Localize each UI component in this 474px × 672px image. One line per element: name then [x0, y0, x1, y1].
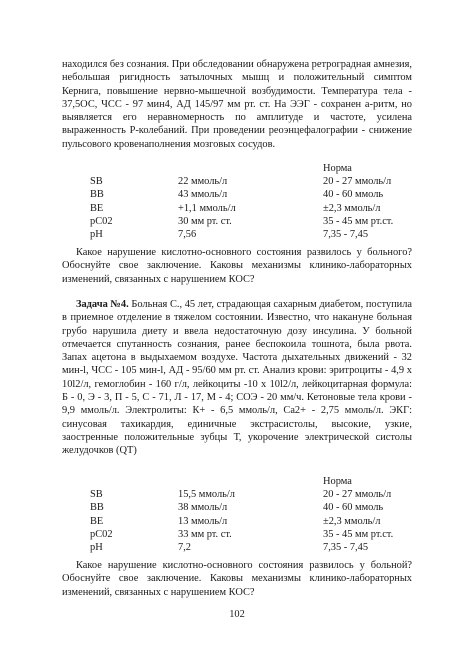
norma-header-2: Норма [323, 476, 352, 487]
lab-table-2 [90, 488, 419, 554]
case-continuation-paragraph: находился без сознания. При обследовании обнаружена ретроградная амнезия, небольшая ригидность затылочных мышц и положительный симптом Кернига, повышение нервно-мышечной возбудимости. Температура тела - 37,5ОС, ЧСС - 97 мин4, АД 145/97 мм рт. ст. На ЭЭГ - сохранен а-ритм, но выявляется его неравномерность по амплитуде и частоте, усилена выраженность Р-колебаний. При проведении реоэнцефалографии - снижение пульсового кровенаполнения мозговых сосудов. [62, 59, 412, 150]
norma-header-1: Норма [323, 163, 352, 174]
table-row: ВВ 38 ммоль/л 40 - 60 ммоль [90, 502, 384, 514]
table-row: SB 22 ммоль/л 20 - 27 ммоль/л [90, 176, 392, 187]
task-4-title: Задача №4. [76, 299, 129, 310]
table-row: рН 7,2 7,35 - 7,45 [90, 542, 369, 554]
task-4-paragraph [62, 298, 412, 458]
table-row: рН 7,56 7,35 - 7,45 [90, 229, 369, 241]
table-row: SB 15,5 ммоль/л 20 - 27 ммоль/л [90, 489, 392, 500]
page-number: 102 [229, 609, 245, 620]
lab-table-1 [90, 175, 419, 241]
question-paragraph-2: Какое нарушение кислотно-основного состояния развилось у больной? Обоснуйте свое заключение. Каковы механизмы клинико-лабораторных изменений, связанных с нарушением КОС? [62, 560, 412, 598]
table-row: BE 13 ммоль/л ±2,3 ммоль/л [90, 515, 381, 527]
table-row: BE +1,1 ммоль/л ±2,3 ммоль/л [90, 202, 381, 214]
table-row: ВВ 43 ммоль/л 40 - 60 ммоль [90, 189, 384, 201]
task-4-body: Больная С., 45 лет, страдающая сахарным диабетом, поступила в приемное отделение в тяжелом состоянии. Известно, что накануне больная грубо нарушила диету и ввела недостаточную дозу инсулина. У больной отмечается спутанность сознания, ранее беспокоила тошнота, была рвота. Запах ацетона в выдыхаемом воздухе. Частота дыхательных движений - 32 мин-l, ЧСС - 105 мин-l, АД - 95/60 мм рт. ст. Анализ крови: эритроциты - 4,9 х 10l2/л, гемоглобин - 160 г/л, лейкоциты -10 х 10l2/л, лейкоцитарная формула: Б - 0, Э - 3, П - 5, С - 71, Л - 17, М - 4; СОЭ - 20 мм/ч. Кетоновые тела крови - 9,9 ммоль/л. Электролиты: К+ - 6,5 ммоль/л, Са2+ - 2,75 ммоль/л. ЭКГ: синусовая тахикардия, единичные экстрасистолы, высокие, узкие, заостренные положительные зубцы Т, укорочение электрической систолы желудочков (QT) [62, 299, 412, 457]
question-paragraph-1: Какое нарушение кислотно-основного состояния развилось у больного? Обоснуйте свое заключение. Каковы механизмы клинико-лабораторных изменений, связанных с нарушением КОС? [62, 247, 412, 285]
table-row: рС02 30 мм рт. ст. 35 - 45 мм рт.ст. [90, 215, 394, 227]
table-row: рС02 33 мм рт. ст. 35 - 45 мм рт.ст. [90, 528, 394, 540]
